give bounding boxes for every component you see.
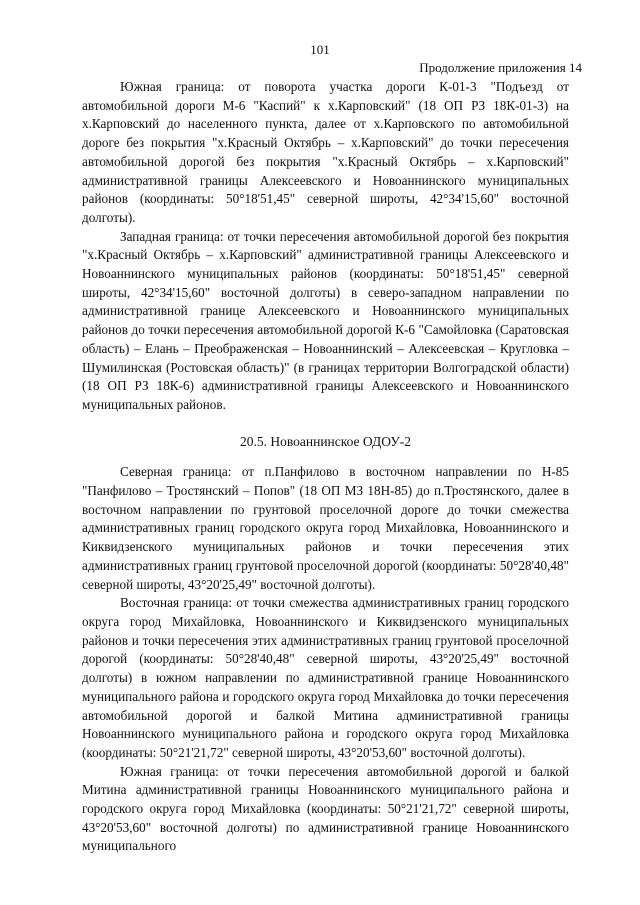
paragraph-north-border-b: Северная граница: от п.Панфилово в восточном направлении по Н-85 "Панфилово – Тростянский – Попов" (18 ОП МЗ 18Н-85) до п.Тростянского, далее в восточном направлении по грунтовой проселочной дороге до точки смежества административных границ городского округа город Михайловка, Новоаннинского и Киквидзенского муниципальных районов и точки пересечения этих административных границ грунтовой проселочной дорогой (координаты: 50°28'40,48" северной широты, 43°20'25,49" восточной долготы). — [82, 464, 569, 592]
document-body — [82, 78, 569, 856]
paragraph-south-border-b: Южная граница: от точки пересечения автомобильной дорогой и балкой Митина административной границы Новоаннинского муниципального района и городского округа город Михайловка (координаты: 50°21'21,72" северной широты, 43°20'53,60" восточной долготы) по административной границе Новоаннинского муниципального — [82, 763, 569, 854]
paragraph-east-border-b: Восточная граница: от точки смежества административных границ городского округа город Михайловка, Новоаннинского и Киквидзенского муниципальных районов и точки пересечения этих административных границ грунтовой проселочной дорогой (координаты: 50°28'40,48" северной широты, 43°20'25,49" восточной долготы) в южном направлении по административной границе Новоаннинского муниципального района и городского округа город Михайловка до точки пересечения автомобильной дорогой и балкой Митина административной границы Новоаннинского муниципального района и городского округа город Михайловка (координаты: 50°21'21,72" северной широты, 43°20'53,60" восточной долготы). — [82, 595, 569, 760]
paragraph-south-border-a: Южная граница: от поворота участка дороги К-01-3 "Подъезд от автомобильной дороги М-6 "Каспий" к х.Карповский" (18 ОП РЗ 18К-01-3) на х.Карповский до населенного пункта, далее от х.Карповского по автомобильной дороге без покрытия "х.Красный Октябрь – х.Карповский" до точки пересечения автомобильной дорогой без покрытия "х.Красный Октябрь – х.Карповский" административной границы Алексеевского и Новоаннинского муниципальных районов (координаты: 50°18'51,45" северной широты, 42°34'15,60" восточной долготы). — [82, 79, 569, 225]
page-number: 101 — [310, 42, 330, 57]
running-head: Продолжение приложения 14 — [419, 60, 582, 75]
paragraph-west-border-a: Западная граница: от точки пересечения автомобильной дорогой без покрытия "х.Красный Октябрь – х.Карповский" административной границы Алексеевского и Новоаннинского муниципальных районов (координаты: 50°18'51,45" северной широты, 42°34'15,60" восточной долготы) в северо-западном направлении по административной границе Алексеевского и Новоаннинского муниципальных районов до точки пересечения автомобильной дорогой К-6 "Самойловка (Саратовская область) – Елань – Преображенская – Новоаннинский – Алексеевская – Кругловка – Шумилинская (Ростовская область)" (в границах территории Волгоградской области) (18 ОП РЗ 18К-6) административной границы Алексеевского и Новоаннинского муниципальных районов. — [82, 228, 569, 412]
section-heading: 20.5. Новоаннинское ОДОУ-2 — [239, 433, 412, 449]
